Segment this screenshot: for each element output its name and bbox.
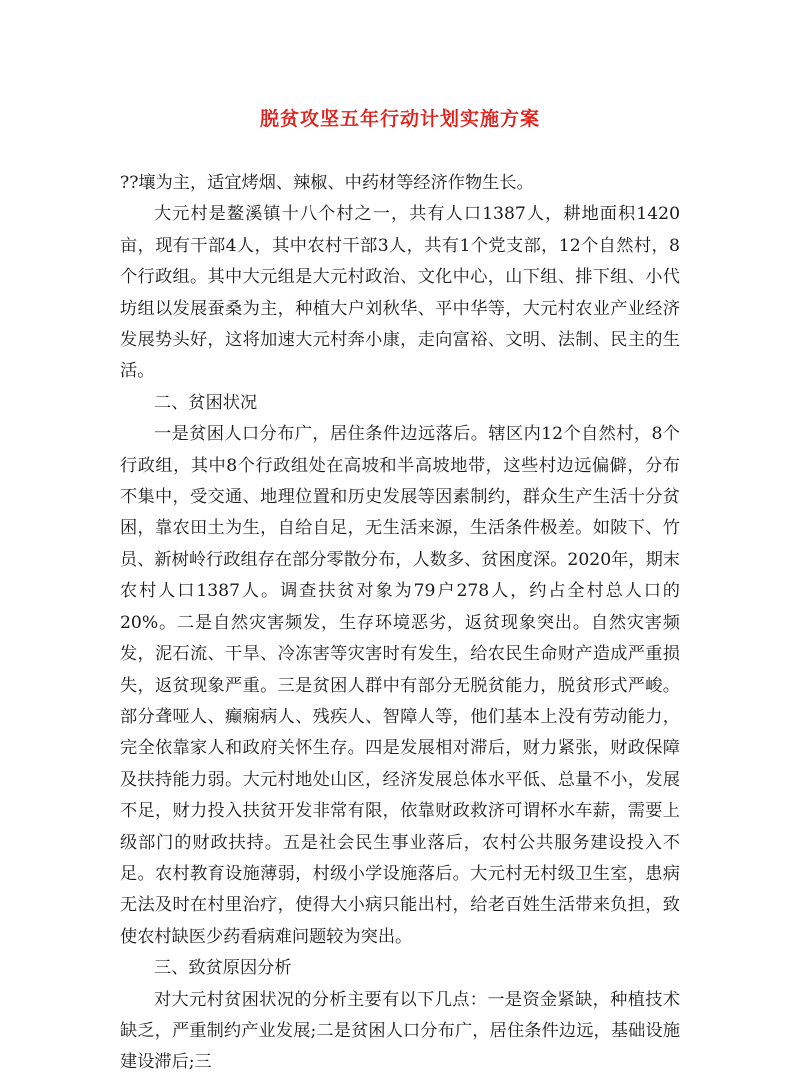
paragraph-soil: ??壤为主，适宜烤烟、辣椒、中药材等经济作物生长。 xyxy=(120,173,534,193)
section-heading-poverty-status: 二、贫困状况 xyxy=(154,392,258,413)
document-body xyxy=(120,168,680,1079)
paragraph-village-overview: 大元村是鳌溪镇十八个村之一，共有人口1387人，耕地面积1420亩，现有干部4人，其中农村干部3人，共有1个党支部，12个自然村，8个行政组。其中大元组是大元村政治、文化中心，山下组、排下组、小代坊组以发展蚕桑为主，种植大户刘秋华、平中华等，大元村农业产业经济发展势头好，这将加速大元村奔小康，走向富裕、文明、法制、民主的生活。 xyxy=(120,204,680,382)
section-heading-cause-analysis: 三、致贫原因分析 xyxy=(154,958,292,979)
document-title: 脱贫攻坚五年行动计划实施方案 xyxy=(259,108,540,130)
paragraph-poverty-status: 一是贫困人口分布广，居住条件边远落后。辖区内12个自然村，8个行政组，其中8个行政组处在高坡和半高坡地带，这些村边远偏僻，分布不集中，受交通、地理位置和历史发展等因素制约，群众生产生活十分贫困，靠农田土为生，自给自足，无生活来源，生活条件极差。如陂下、竹员、新树岭行政组存在部分零散分布，人数多、贫困度深。2020年，期末农村人口1387人。调查扶贫对象为79户278人，约占全村总人口的20%。二是自然灾害频发，生存环境恶劣，返贫现象突出。自然灾害频发，泥石流、干旱、冷冻害等灾害时有发生，给农民生命财产造成严重损失，返贫现象严重。三是贫困人群中有部分无脱贫能力，脱贫形式严峻。部分聋哑人、癫痫病人、残疾人、智障人等，他们基本上没有劳动能力，完全依靠家人和政府关怀生存。四是发展相对滞后，财力紧张，财政保障及扶持能力弱。大元村地处山区，经济发展总体水平低、总量不小，发展不足，财力投入扶贫开发非常有限，依靠财政救济可谓杯水车薪，需要上级部门的财政扶持。五是社会民生事业落后，农村公共服务建设投入不足。农村教育设施薄弱，村级小学设施落后。大元村无村级卫生室，患病无法及时在村里治疗，使得大小病只能出村，给老百姓生活带来负担，致使农村缺医少药看病难问题较为突出。 xyxy=(120,424,680,947)
paragraph-cause-analysis: 对大元村贫困状况的分析主要有以下几点：一是资金紧缺，种植技术缺乏，严重制约产业发展;二是贫困人口分布广，居住条件边远，基础设施建设滞后;三 xyxy=(120,989,680,1073)
